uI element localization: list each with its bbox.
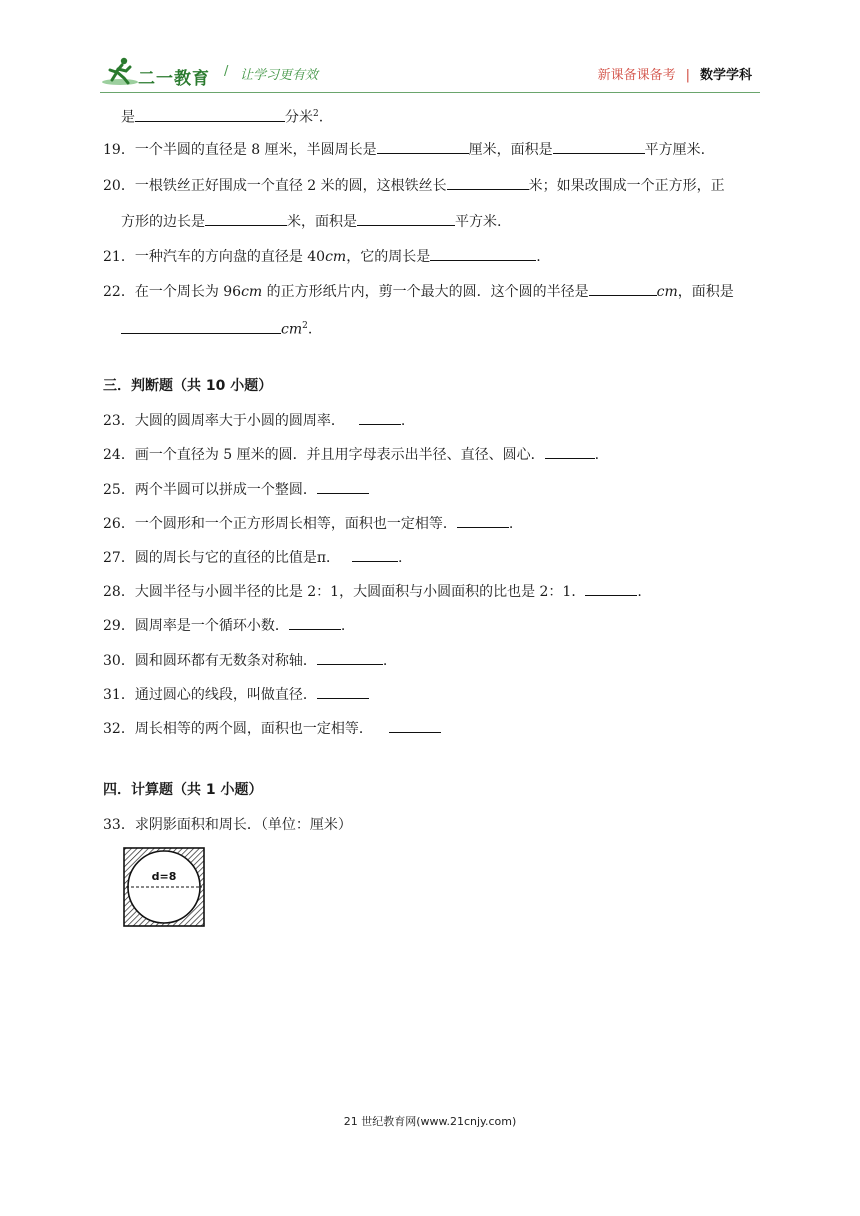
- logo-text: 二一教育: [138, 69, 210, 89]
- header-right: [598, 64, 752, 83]
- question-26: 26．一个圆形和一个正方形周长相等，面积也一定相等． .: [103, 516, 514, 532]
- answer-blank: [430, 247, 536, 261]
- slogan: 让学习更有效: [240, 68, 319, 83]
- question-33: 33．求阴影面积和周长．（单位：厘米）: [103, 817, 352, 833]
- answer-blank: [317, 651, 383, 665]
- q18-end: .: [318, 109, 324, 126]
- q18-prefix: 是: [121, 109, 135, 126]
- answer-blank: [377, 140, 469, 154]
- question-21: 21．一种汽车的方向盘的直径是 40cm，它的周长是 .: [103, 249, 541, 265]
- answer-blank: [205, 212, 287, 226]
- slogan-divider: /: [224, 64, 229, 79]
- question-27: 27．圆的周长与它的直径的比值是π． .: [103, 550, 403, 566]
- question-25: 25．两个半圆可以拼成一个整圆．: [103, 480, 369, 500]
- question-19: 19．一个半圆的直径是 8 厘米，半圆周长是 厘米，面积是 平方厘米.: [103, 142, 706, 158]
- answer-blank: [585, 582, 637, 596]
- question-22: 22．在一个周长为 96cm 的正方形纸片内，剪一个最大的圆．这个圆的半径是 cm，面积是: [103, 284, 734, 300]
- q18-continuation: [121, 104, 323, 128]
- answer-blank: [545, 445, 595, 459]
- question-31: 31．通过圆心的线段，叫做直径．: [103, 685, 369, 705]
- question-28: 28．大圆半径与小圆半径的比是 2：1，大圆面积与小圆面积的比也是 2：1． .: [103, 584, 642, 600]
- answer-blank: [317, 685, 369, 699]
- answer-blank: [352, 548, 398, 562]
- page-header: [100, 56, 760, 90]
- section-title-judgement: 三．判断题（共 10 小题）: [103, 378, 273, 394]
- answer-blank: [457, 514, 509, 528]
- answer-blank: [553, 140, 645, 154]
- page-footer: 21 世纪教育网(www.21cnjy.com): [343, 1115, 517, 1128]
- header-course-label: 新课备课备考: [597, 68, 676, 83]
- question-24: 24．画一个直径为 5 厘米的圆．并且用字母表示出半径、直径、圆心． .: [103, 447, 600, 463]
- question-29: 29．圆周率是一个循环小数． .: [103, 618, 346, 634]
- answer-blank: [447, 176, 529, 190]
- answer-blank: [121, 320, 183, 334]
- answer-blank: [589, 282, 657, 296]
- answer-blank: [183, 320, 281, 334]
- diameter-label: d=8: [151, 870, 177, 883]
- q18-sup: 2: [313, 109, 319, 119]
- section-title-calculation: 四．计算题（共 1 小题）: [103, 782, 263, 798]
- question-20: 20．一根铁丝正好围成一个直径 2 米的圆，这根铁丝长 米；如果改围成一个正方形，正: [103, 178, 725, 194]
- q18-suffix: 分米: [285, 109, 313, 126]
- header-subject-label: 数学学科: [699, 68, 752, 83]
- answer-blank: [135, 108, 197, 122]
- answer-blank: [389, 719, 441, 733]
- logo: [100, 56, 212, 88]
- question-20-line2: 方形的边长是 米，面积是 平方米.: [121, 214, 502, 230]
- answer-blank: [317, 480, 369, 494]
- header-separator: |: [685, 68, 690, 83]
- question-32: 32．周长相等的两个圆，面积也一定相等．: [103, 719, 441, 739]
- answer-blank: [289, 616, 341, 630]
- question-23: 23．大圆的圆周率大于小圆的圆周率． .: [103, 413, 406, 429]
- shaded-area-figure: [122, 846, 206, 928]
- header-divider: [100, 92, 760, 93]
- question-30: 30．圆和圆环都有无数条对称轴． .: [103, 653, 388, 669]
- answer-blank: [357, 212, 455, 226]
- running-figure-icon: [100, 56, 140, 88]
- answer-blank: [197, 108, 285, 122]
- question-22-line2: $cm^2$.: [121, 316, 312, 340]
- answer-blank: [359, 411, 401, 425]
